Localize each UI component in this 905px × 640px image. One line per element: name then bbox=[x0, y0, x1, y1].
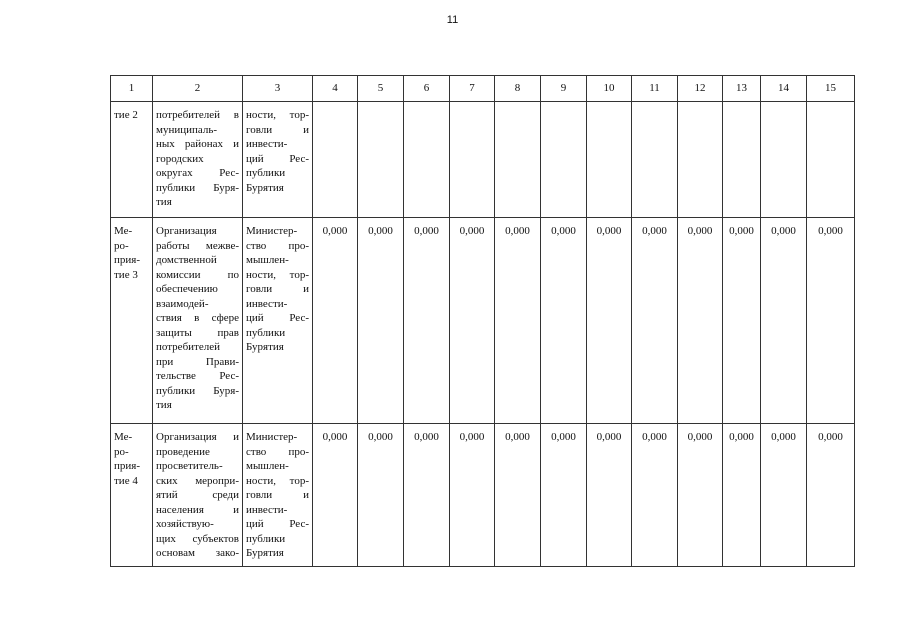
cell-line: ности, тор- bbox=[246, 268, 309, 281]
value-cell-col-8 bbox=[495, 102, 541, 218]
value-cell-col-6 bbox=[404, 102, 450, 218]
value-cell-col-11 bbox=[632, 102, 678, 218]
header-cell-14: 14 bbox=[761, 76, 807, 102]
cell-line: при Прави- bbox=[156, 355, 239, 368]
value-cell-col-7 bbox=[450, 102, 495, 218]
header-cell-1: 1 bbox=[111, 76, 153, 102]
value-cell-col-12 bbox=[678, 102, 723, 218]
cell-line: потребителей в bbox=[156, 109, 239, 121]
table-header-row bbox=[111, 76, 855, 102]
table-row bbox=[111, 102, 855, 218]
cell-line: щих субъектов bbox=[156, 532, 239, 545]
cell-line: тие 4 bbox=[114, 474, 138, 487]
cell-line: инвести- bbox=[246, 297, 288, 310]
value-cell-col-10: 0,000 bbox=[587, 218, 632, 424]
cell-line: ство про- bbox=[246, 445, 309, 458]
value-cell-col-13 bbox=[723, 102, 761, 218]
cell-line: ро- bbox=[114, 239, 129, 252]
cell-line: населения и bbox=[156, 503, 239, 516]
cell-line: публики bbox=[246, 532, 286, 545]
cell-line: Бурятия bbox=[246, 341, 284, 353]
value-cell-col-15: 0,000 bbox=[807, 424, 855, 567]
cell-line: публики bbox=[246, 326, 286, 339]
value-cell-col-4: 0,000 bbox=[313, 424, 358, 567]
header-cell-4: 4 bbox=[313, 76, 358, 102]
cell-line: городских bbox=[156, 152, 204, 165]
value-cell-col-4: 0,000 bbox=[313, 218, 358, 424]
responsible-executor-cell bbox=[243, 218, 313, 424]
cell-line: Ме- bbox=[114, 431, 133, 443]
cell-line: Бурятия bbox=[246, 547, 284, 559]
cell-line: Бурятия bbox=[246, 181, 284, 194]
event-number-cell bbox=[111, 218, 153, 424]
cell-line: Министер- bbox=[246, 225, 298, 237]
header-cell-10: 10 bbox=[587, 76, 632, 102]
event-number-cell bbox=[111, 102, 153, 218]
table-row bbox=[111, 218, 855, 424]
cell-line: округах Рес- bbox=[156, 167, 239, 179]
header-cell-8: 8 bbox=[495, 76, 541, 102]
event-number-cell bbox=[111, 424, 153, 567]
cell-line: тие 2 bbox=[114, 109, 138, 121]
value-cell-col-10 bbox=[587, 102, 632, 218]
cell-line: ских меропри- bbox=[156, 474, 239, 487]
value-cell-col-14: 0,000 bbox=[761, 424, 807, 567]
cell-line: ций Рес- bbox=[246, 312, 309, 324]
value-cell-col-5: 0,000 bbox=[358, 424, 404, 567]
cell-line: публики Буря- bbox=[156, 181, 239, 194]
header-cell-5: 5 bbox=[358, 76, 404, 102]
header-cell-11: 11 bbox=[632, 76, 678, 102]
cell-line: Организация и bbox=[156, 431, 239, 443]
cell-line: ций Рес- bbox=[246, 518, 309, 530]
cell-line: ствия в сфере bbox=[156, 312, 239, 324]
value-cell-col-9 bbox=[541, 102, 587, 218]
value-cell-col-11: 0,000 bbox=[632, 218, 678, 424]
cell-line: ро- bbox=[114, 445, 129, 458]
value-cell-col-7: 0,000 bbox=[450, 218, 495, 424]
table-row bbox=[111, 424, 855, 567]
cell-line: ности, тор- bbox=[246, 109, 309, 121]
cell-line: ций Рес- bbox=[246, 152, 309, 165]
cell-line: говли и bbox=[246, 283, 309, 295]
cell-line: хозяйствую- bbox=[156, 518, 214, 530]
event-name-cell bbox=[153, 102, 243, 218]
value-cell-col-9: 0,000 bbox=[541, 218, 587, 424]
header-cell-13: 13 bbox=[723, 76, 761, 102]
event-name-cell bbox=[153, 218, 243, 424]
value-cell-col-9: 0,000 bbox=[541, 424, 587, 567]
cell-line: просветитель- bbox=[156, 460, 223, 472]
cell-line: проведение bbox=[156, 445, 210, 458]
cell-line: прия- bbox=[114, 460, 140, 472]
cell-line: ство про- bbox=[246, 239, 309, 252]
header-cell-2: 2 bbox=[153, 76, 243, 102]
value-cell-col-14: 0,000 bbox=[761, 218, 807, 424]
cell-line: Ме- bbox=[114, 225, 133, 237]
cell-line: обеспечению bbox=[156, 283, 218, 295]
value-cell-col-13: 0,000 bbox=[723, 424, 761, 567]
value-cell-col-13: 0,000 bbox=[723, 218, 761, 424]
cell-line: публики Буря- bbox=[156, 384, 239, 397]
cell-line: говли и bbox=[246, 489, 309, 501]
cell-line: защиты прав bbox=[156, 326, 239, 339]
value-cell-col-15 bbox=[807, 102, 855, 218]
value-cell-col-8: 0,000 bbox=[495, 424, 541, 567]
value-cell-col-6: 0,000 bbox=[404, 218, 450, 424]
cell-line: потребителей bbox=[156, 341, 220, 353]
header-cell-15: 15 bbox=[807, 76, 855, 102]
cell-line: ятий среди bbox=[156, 489, 239, 501]
cell-line: работы межве- bbox=[156, 239, 239, 252]
cell-line: Министер- bbox=[246, 431, 298, 443]
value-cell-col-6: 0,000 bbox=[404, 424, 450, 567]
cell-line: комиссии по bbox=[156, 268, 239, 281]
cell-line: тия bbox=[156, 196, 172, 208]
value-cell-col-10: 0,000 bbox=[587, 424, 632, 567]
header-cell-7: 7 bbox=[450, 76, 495, 102]
header-cell-9: 9 bbox=[541, 76, 587, 102]
cell-line: мышлен- bbox=[246, 254, 289, 266]
value-cell-col-5: 0,000 bbox=[358, 218, 404, 424]
cell-line: инвести- bbox=[246, 138, 288, 150]
value-cell-col-4 bbox=[313, 102, 358, 218]
header-cell-12: 12 bbox=[678, 76, 723, 102]
cell-line: мышлен- bbox=[246, 460, 289, 472]
page-number: 11 bbox=[446, 14, 459, 26]
cell-line: тия bbox=[156, 399, 172, 411]
responsible-executor-cell bbox=[243, 424, 313, 567]
cell-line: домственной bbox=[156, 254, 217, 266]
budget-table bbox=[110, 75, 855, 567]
header-cell-3: 3 bbox=[243, 76, 313, 102]
cell-line: муниципаль- bbox=[156, 123, 218, 136]
cell-line: основам зако- bbox=[156, 547, 239, 559]
value-cell-col-7: 0,000 bbox=[450, 424, 495, 567]
value-cell-col-11: 0,000 bbox=[632, 424, 678, 567]
cell-line: ности, тор- bbox=[246, 474, 309, 487]
header-cell-6: 6 bbox=[404, 76, 450, 102]
cell-line: тельстве Рес- bbox=[156, 370, 239, 382]
value-cell-col-8: 0,000 bbox=[495, 218, 541, 424]
cell-line: инвести- bbox=[246, 503, 288, 516]
responsible-executor-cell bbox=[243, 102, 313, 218]
cell-line: ных районах и bbox=[156, 138, 239, 150]
cell-line: Организация bbox=[156, 225, 217, 237]
cell-line: тие 3 bbox=[114, 268, 138, 281]
cell-line: публики bbox=[246, 167, 286, 179]
value-cell-col-12: 0,000 bbox=[678, 218, 723, 424]
value-cell-col-15: 0,000 bbox=[807, 218, 855, 424]
value-cell-col-5 bbox=[358, 102, 404, 218]
cell-line: взаимодей- bbox=[156, 297, 209, 310]
value-cell-col-14 bbox=[761, 102, 807, 218]
event-name-cell bbox=[153, 424, 243, 567]
value-cell-col-12: 0,000 bbox=[678, 424, 723, 567]
cell-line: говли и bbox=[246, 123, 309, 136]
cell-line: прия- bbox=[114, 254, 140, 266]
